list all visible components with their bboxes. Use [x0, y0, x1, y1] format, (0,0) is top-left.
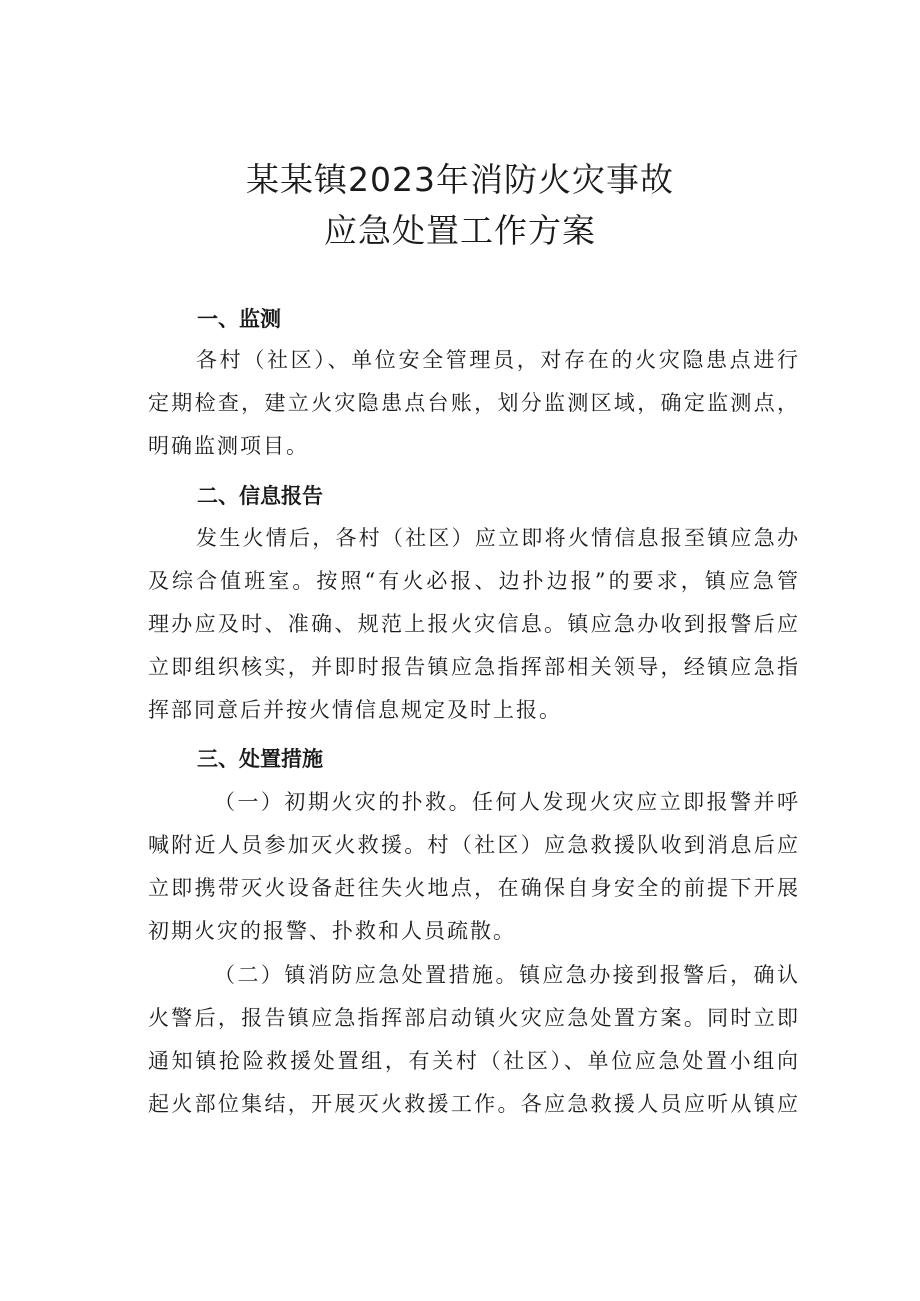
section-heading-measures: 三、处置措施 [197, 747, 323, 771]
paragraph-line: 火警后，报告镇应急指挥部启动镇火灾应急处置方案。同时立即 [148, 1006, 800, 1030]
paragraph-line: 定期检查，建立火灾隐患点台账，划分监测区域，确定监测点， [148, 391, 800, 415]
paragraph-line: （一）初期火灾的扑救。任何人发现火灾应立即报警并呼 [214, 790, 800, 814]
paragraph-line: 发生火情后，各村（社区）应立即将火情信息报至镇应急办 [196, 526, 800, 550]
section-body-info-report [148, 517, 800, 732]
paragraph-line: 明确监测项目。 [148, 434, 309, 458]
paragraph-line: 初期火灾的报警、扑救和人员疏散。 [148, 919, 516, 943]
paragraph-line: 立即携带灭火设备赶往失火地点，在确保自身安全的前提下开展 [148, 876, 800, 900]
paragraph-line: 挥部同意后并按火情信息规定及时上报。 [148, 698, 562, 722]
paragraph-line: 各村（社区）、单位安全管理员，对存在的火灾隐患点进行 [196, 348, 800, 372]
paragraph-line: 通知镇抢险救援处置组，有关村（社区）、单位应急处置小组向 [148, 1049, 800, 1073]
section-body-measures-2 [148, 954, 800, 1126]
section-heading-monitoring: 一、监测 [197, 307, 281, 331]
section-body-monitoring [148, 339, 800, 468]
paragraph-line: 及综合值班室。按照“有火必报、边扑边报”的要求，镇应急管 [148, 569, 800, 593]
paragraph-line: 喊附近人员参加灭火救援。村（社区）应急救援队收到消息后应 [148, 833, 800, 857]
section-body-measures-1 [148, 781, 800, 953]
document-title-line-1: 某某镇2023年消防火灾事故 [246, 160, 674, 199]
paragraph-line: 理办应及时、准确、规范上报火灾信息。镇应急办收到报警后应 [148, 612, 800, 636]
section-heading-info-report: 二、信息报告 [197, 484, 323, 508]
paragraph-line: 立即组织核实，并即时报告镇应急指挥部相关领导，经镇应急指 [148, 655, 800, 679]
paragraph-line: 起火部位集结，开展灭火救援工作。各应急救援人员应听从镇应 [148, 1092, 800, 1116]
paragraph-line: （二）镇消防应急处置措施。镇应急办接到报警后，确认 [214, 963, 800, 987]
document-title-line-2: 应急处置工作方案 [324, 211, 596, 250]
